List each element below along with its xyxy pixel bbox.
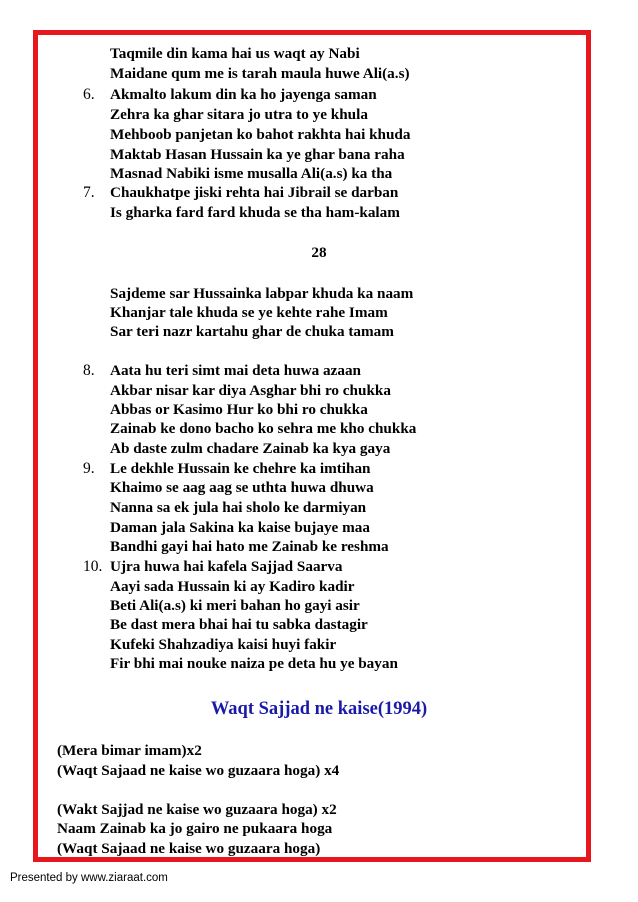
- stanza-number: 7.: [83, 184, 95, 201]
- verse-line: Khaimo se aag aag se uthta huwa dhuwa: [110, 479, 374, 496]
- stanza-number: 10.: [83, 558, 103, 575]
- footer-credit: Presented by www.ziaraat.com: [10, 872, 168, 884]
- verse-line: Akmalto lakum din ka ho jayenga saman: [110, 86, 377, 103]
- chorus-line: (Waqt Sajaad ne kaise wo guzaara hoga): [57, 840, 321, 857]
- verse-line: Maktab Hasan Hussain ka ye ghar bana raha: [110, 146, 405, 163]
- verse-line: Beti Ali(a.s) ki meri bahan ho gayi asir: [110, 597, 360, 614]
- verse-line: Sar teri nazr kartahu ghar de chuka tamam: [110, 323, 394, 340]
- chorus-line: (Waqt Sajaad ne kaise wo guzaara hoga) x4: [57, 762, 340, 779]
- stanza-number: 9.: [83, 460, 95, 477]
- song-title: Waqt Sajjad ne kaise(1994): [210, 699, 428, 719]
- verse-line: Akbar nisar kar diya Asghar bhi ro chukka: [110, 382, 391, 399]
- verse-line: Mehboob panjetan ko bahot rakhta hai khuda: [110, 126, 411, 143]
- verse-line: Ab daste zulm chadare Zainab ka kya gaya: [110, 440, 391, 457]
- verse-line: Fir bhi mai nouke naiza pe deta hu ye bayan: [110, 655, 398, 672]
- verse-line: Zainab ke dono bacho ko sehra me kho chukka: [110, 420, 417, 437]
- verse-line: Khanjar tale khuda se ye kehte rahe Imam: [110, 304, 388, 321]
- stanza-number: 6.: [83, 86, 95, 103]
- verse-line: Taqmile din kama hai us waqt ay Nabi: [110, 45, 360, 62]
- verse-line: Masnad Nabiki isme musalla Ali(a.s) ka tha: [110, 165, 393, 182]
- verse-line: Abbas or Kasimo Hur ko bhi ro chukka: [110, 401, 368, 418]
- verse-line: Ujra huwa hai kafela Sajjad Saarva: [110, 558, 343, 575]
- chorus-line: (Mera bimar imam)x2: [57, 742, 202, 759]
- verse-line: Zehra ka ghar sitara jo utra to ye khula: [110, 106, 368, 123]
- verse-line: Nanna sa ek jula hai sholo ke darmiyan: [110, 499, 367, 516]
- verse-line: Sajdeme sar Hussainka labpar khuda ka naam: [110, 285, 414, 302]
- page-number: 28: [311, 244, 327, 261]
- verse-line: Aata hu teri simt mai deta huwa azaan: [110, 362, 362, 379]
- verse-line: Bandhi gayi hai hato me Zainab ke reshma: [110, 538, 389, 555]
- verse-line: Kufeki Shahzadiya kaisi huyi fakir: [110, 636, 337, 653]
- verse-line: Daman jala Sakina ka kaise bujaye maa: [110, 519, 370, 536]
- verse-line: Is gharka fard fard khuda se tha ham-kalam: [110, 204, 400, 221]
- verse-line: Aayi sada Hussain ki ay Kadiro kadir: [110, 578, 355, 595]
- chorus-line: Naam Zainab ka jo gairo ne pukaara hoga: [57, 820, 333, 837]
- verse-line: Chaukhatpe jiski rehta hai Jibrail se darban: [110, 184, 399, 201]
- verse-line: Le dekhle Hussain ke chehre ka imtihan: [110, 460, 371, 477]
- verse-line: Be dast mera bhai hai tu sabka dastagir: [110, 616, 368, 633]
- verse-line: Maidane qum me is tarah maula huwe Ali(a.s): [110, 65, 410, 82]
- chorus-line: (Wakt Sajjad ne kaise wo guzaara hoga) x2: [57, 801, 337, 818]
- stanza-number: 8.: [83, 362, 95, 379]
